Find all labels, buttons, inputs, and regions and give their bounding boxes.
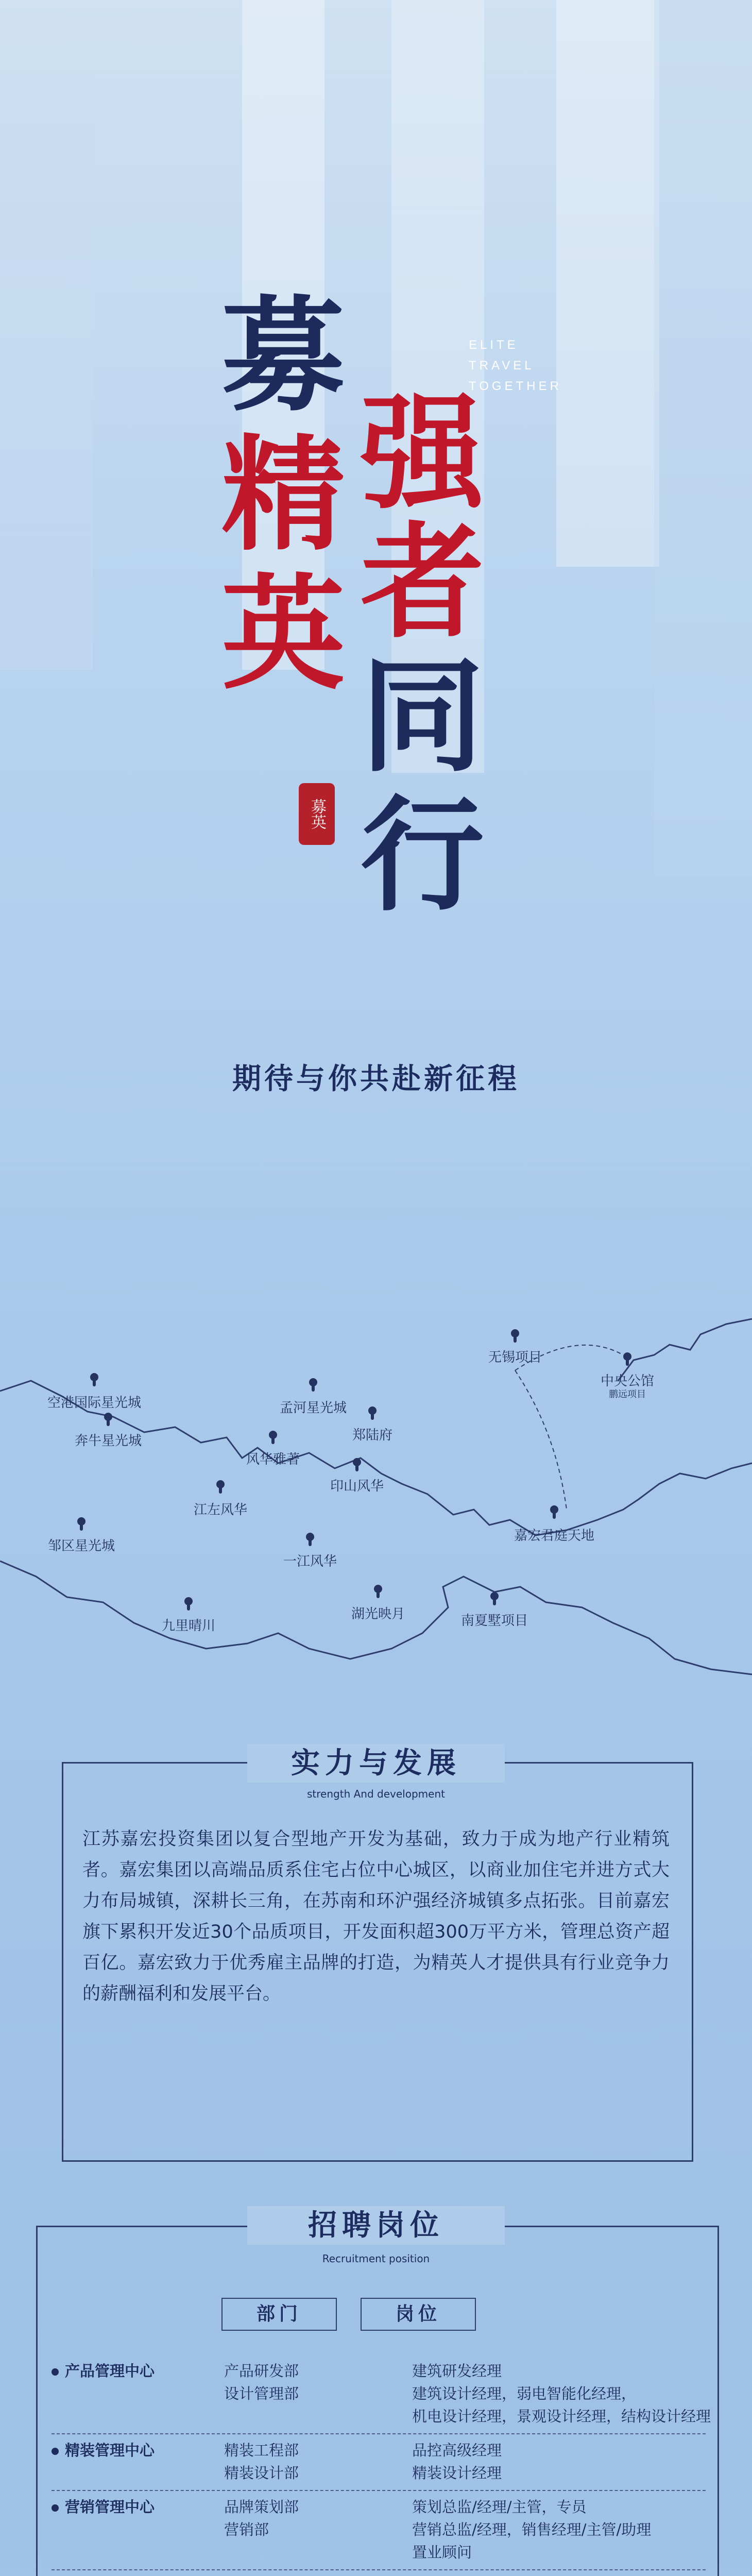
map-pin-icon (308, 1378, 318, 1392)
english-line: ELITE (469, 338, 519, 352)
job-row (52, 2496, 706, 2564)
job-positions (412, 2360, 711, 2428)
jobs-subtitle: Recruitment position (322, 2252, 430, 2265)
city-label: 孟河星光城 (279, 1400, 347, 1416)
hero-char-xing: 行 (361, 783, 485, 928)
hero-english (469, 335, 562, 397)
red-seal-stamp: 募英 (299, 783, 335, 845)
city-label: 郑陆府 (352, 1428, 393, 1443)
job-row (52, 2439, 706, 2484)
city-label: 九里晴川 (161, 1618, 216, 1634)
job-position: 品控高级经理 (412, 2442, 502, 2459)
job-depts (224, 2496, 389, 2541)
job-depts (224, 2360, 389, 2405)
col-header-position: 岗位 (361, 2298, 476, 2331)
map-pin-icon (268, 1431, 278, 1444)
map-pin-icon (215, 1480, 226, 1494)
map-pin-icon (622, 1352, 633, 1366)
job-position: 建筑研发经理 (412, 2362, 502, 2380)
city-label: 印山风华 (330, 1479, 384, 1494)
job-center: 营销管理中心 (52, 2496, 155, 2518)
city-label: 空港国际星光城 (47, 1395, 142, 1411)
city-label: 奔牛星光城 (74, 1433, 142, 1449)
hero-char-qiang: 强 (361, 381, 485, 526)
job-positions (412, 2439, 711, 2484)
map-outline (0, 1278, 752, 1741)
project-map (0, 1278, 752, 1741)
job-position: 机电设计经理，景观设计经理，结构设计经理 (412, 2408, 711, 2425)
job-position: 精装设计经理 (412, 2464, 502, 2482)
english-line: TRAVEL (469, 359, 535, 372)
strength-title: 实力与发展 (247, 1744, 505, 1783)
background-watermark (556, 0, 659, 567)
col-header-dept: 部门 (221, 2298, 337, 2331)
map-pin-icon (367, 1406, 378, 1420)
job-dept: 产品研发部 (224, 2362, 299, 2380)
job-position: 建筑设计经理，弱电智能化经理， (412, 2385, 637, 2402)
hero-char-ying: 英 (221, 561, 346, 706)
map-pin-icon (76, 1517, 87, 1531)
city-label: 江左风华 (193, 1502, 248, 1518)
row-divider (52, 2433, 706, 2434)
hero-subtitle: 期待与你共赴新征程 (232, 1062, 520, 1096)
hero-char-zhe: 者 (361, 510, 485, 655)
map-pin-icon (510, 1329, 520, 1343)
english-line: TOGETHER (469, 379, 562, 393)
job-center: 精装管理中心 (52, 2439, 155, 2462)
city-label: 风华雅著 (246, 1452, 300, 1467)
city-label: 嘉宏君庭天地 (514, 1528, 595, 1544)
job-dept: 精装工程部 (224, 2442, 299, 2459)
map-pin-icon (489, 1592, 500, 1605)
hero-char-tong: 同 (361, 643, 485, 789)
background-watermark (654, 0, 752, 876)
job-dept: 品牌策划部 (224, 2498, 299, 2516)
job-position: 置业顾问 (412, 2544, 472, 2561)
map-pin-icon (183, 1597, 194, 1611)
background-watermark (0, 77, 93, 670)
map-pin-icon (305, 1533, 315, 1546)
map-pin-icon (103, 1413, 113, 1426)
map-pin-icon (373, 1585, 383, 1598)
job-position: 营销总监/经理，销售经理/主管/助理 (412, 2521, 652, 2538)
job-row (52, 2360, 711, 2428)
job-dept: 精装设计部 (224, 2464, 299, 2482)
job-center: 产品管理中心 (52, 2360, 155, 2382)
map-pin-icon (549, 1505, 559, 1519)
jobs-title: 招聘岗位 (247, 2206, 505, 2245)
job-positions (412, 2496, 711, 2564)
city-label: 湖光映月 (351, 1606, 405, 1622)
city-label: 无锡项目 (488, 1350, 542, 1365)
map-pin-icon (352, 1458, 362, 1471)
city-label: 一江风华 (283, 1554, 337, 1569)
strength-subtitle: strength And development (307, 1788, 445, 1800)
map-pin-icon (89, 1373, 99, 1386)
city-label: 中央公馆 (600, 1374, 655, 1389)
job-dept: 设计管理部 (224, 2385, 299, 2402)
job-position: 策划总监/经理/主管，专员 (412, 2498, 587, 2516)
job-depts (224, 2439, 389, 2484)
row-divider (52, 2569, 706, 2570)
city-label: 南夏墅项目 (460, 1613, 528, 1629)
job-dept: 营销部 (224, 2521, 269, 2538)
strength-body: 江苏嘉宏投资集团以复合型地产开发为基础，致力于成为地产行业精筑者。嘉宏集团以高端品质系住宅占位中心城区，以商业加住宅并进方式大力布局城镇，深耕长三角，在苏南和环沪强经济城镇多点拓张。目前嘉宏旗下累积开发近30个品质项目，开发面积超300万平方米，管理总资产超百亿。嘉宏致力于优秀雇主品牌的打造，为精英人才提供具有行业竞争力的薪酬福利和发展平台。 (82, 1829, 670, 2004)
city-label: 鹏远项目 (609, 1389, 646, 1400)
hero-char-mu: 募 (221, 283, 346, 428)
row-divider (52, 2490, 706, 2491)
city-label: 邹区星光城 (47, 1538, 115, 1554)
hero-char-jing: 精 (221, 422, 346, 567)
